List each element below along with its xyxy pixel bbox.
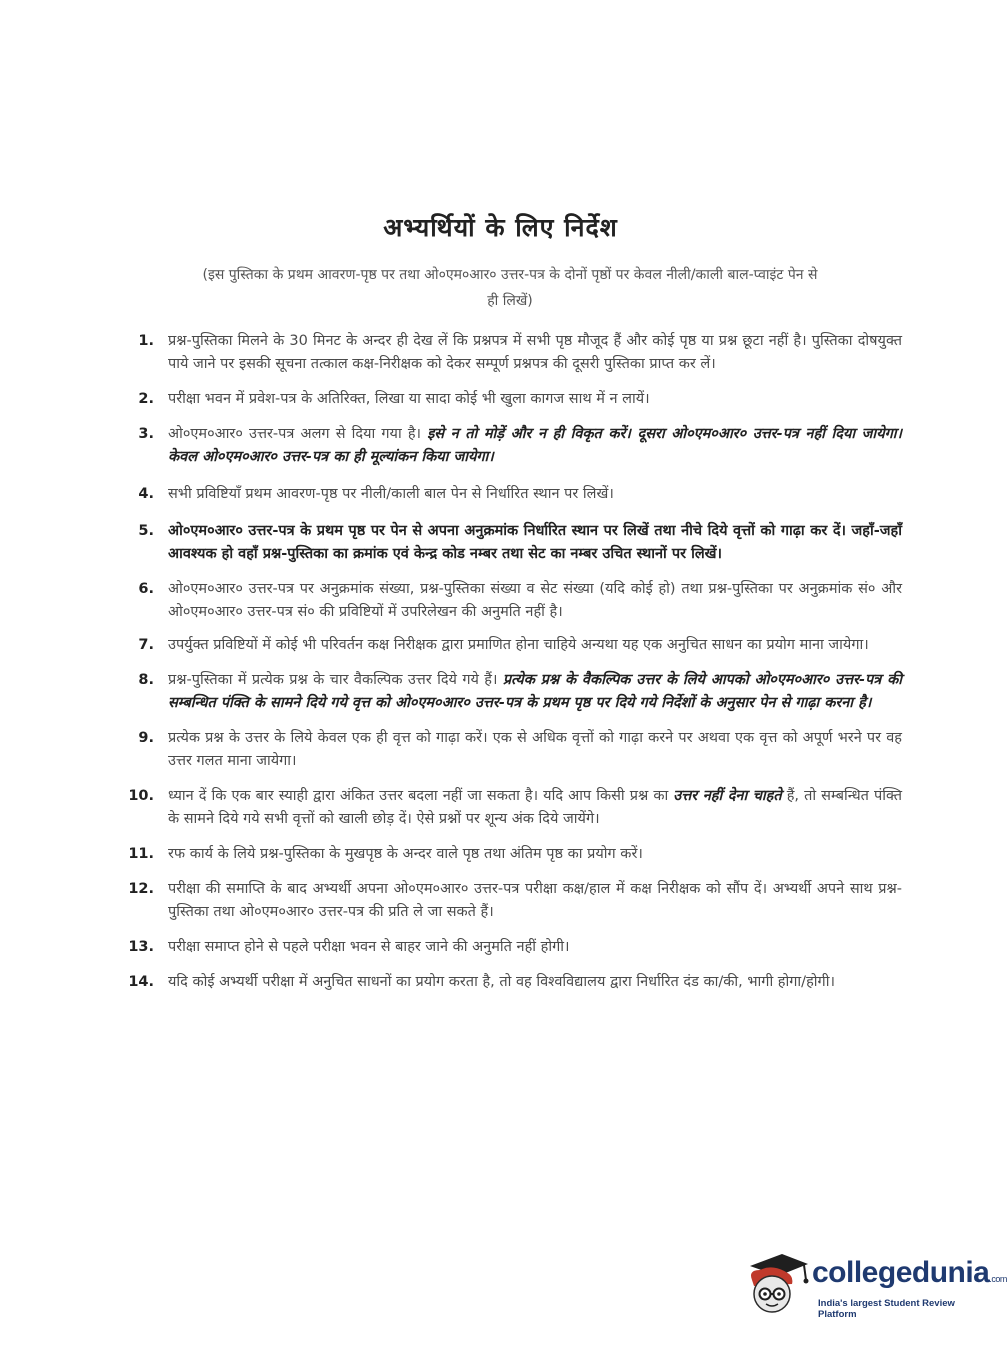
instruction-number: 13. bbox=[128, 939, 154, 955]
instruction-text: सभी प्रविष्टियाँ प्रथम आवरण-पृष्ठ पर नीली/काली बाल पेन से निर्धारित स्थान पर लिखें। bbox=[168, 486, 614, 502]
instruction-plain: ओ०एम०आर० उत्तर-पत्र अलग से दिया गया है। bbox=[168, 426, 422, 442]
instruction-text: ओ०एम०आर० उत्तर-पत्र के प्रथम पृष्ठ पर पेन से अपना अनुक्रमांक निर्धारित स्थान पर लिखें तथा नीचे दिये वृत्तों को गाढ़ा कर दें। जहाँ-जहाँ आवश्यक हो वहाँ प्रश्न-पुस्तिका का क्रमांक एवं केन्द्र कोड नम्बर तथा सेट का नम्बर उचित स्थानों पर लिखें। bbox=[168, 523, 902, 562]
logo-wordmark: collegedunia.com bbox=[812, 1256, 1007, 1289]
instruction-emphasis: उत्तर नहीं देना चाहते bbox=[673, 788, 782, 804]
instruction-text bbox=[168, 423, 902, 469]
instruction-number: 3. bbox=[138, 426, 154, 442]
instruction-emphasis: इसे न तो मोड़ें और न ही विकृत करें। दूसरा ओ०एम०आर० उत्तर-पत्र नहीं दिया जायेगा। केवल ओ०एम०आर० उत्तर-पत्र का ही मूल्यांकन किया जायेगा। bbox=[168, 426, 903, 465]
instruction-number: 6. bbox=[138, 581, 154, 597]
instruction-emphasis: प्रत्येक प्रश्न के वैकल्पिक उत्तर के लिये आपको ओ०एम०आर० उत्तर-पत्र की सम्बन्धित पंक्ति के सामने दिये गये वृत्त को ओ०एम०आर० उत्तर-पत्र के प्रथम पृष्ठ पर दिये गये निर्देशों के अनुसार पेन से गाढ़ा करना है। bbox=[168, 672, 902, 711]
instruction-item bbox=[120, 843, 902, 866]
instruction-number: 7. bbox=[138, 637, 154, 653]
instruction-text: यदि कोई अभ्यर्थी परीक्षा में अनुचित साधनों का प्रयोग करता है, तो वह विश्वविद्यालय द्वारा निर्धारित दंड का/की, भागी होगा/होगी। bbox=[168, 974, 835, 990]
instruction-text: परीक्षा की समाप्ति के बाद अभ्यर्थी अपना ओ०एम०आर० उत्तर-पत्र परीक्षा कक्ष/हाल में कक्ष निरीक्षक को सौंप दें। अभ्यर्थी अपने साथ प्रश्न-पुस्तिका तथा ओ०एम०आर० उत्तर-पत्र की प्रति ले जा सकते हैं। bbox=[168, 881, 902, 920]
instruction-number: 14. bbox=[128, 974, 154, 990]
instruction-text: रफ कार्य के लिये प्रश्न-पुस्तिका के मुखपृष्ठ के अन्दर वाले पृष्ठ तथा अंतिम पृष्ठ का प्रयोग करें। bbox=[168, 846, 643, 862]
instruction-item bbox=[120, 878, 902, 924]
page-subtitle: (इस पुस्तिका के प्रथम आवरण-पृष्ठ पर तथा ओ०एम०आर० उत्तर-पत्र के दोनों पृष्ठों पर केवल नीली/काली बाल-प्वाइंट पेन से ही लिखें) bbox=[202, 267, 818, 309]
instruction-item bbox=[120, 483, 902, 506]
instruction-item bbox=[120, 330, 902, 376]
instruction-number: 10. bbox=[128, 788, 154, 804]
instruction-item bbox=[120, 634, 902, 657]
instruction-number: 1. bbox=[138, 333, 154, 349]
instruction-number: 5. bbox=[138, 523, 154, 539]
instruction-text: प्रत्येक प्रश्न के उत्तर के लिये केवल एक ही वृत्त को गाढ़ा करें। एक से अधिक वृत्तों को गाढ़ा करने पर अथवा एक वृत्त को अपूर्ण भरने पर वह उत्तर गलत माना जायेगा। bbox=[168, 730, 902, 769]
instruction-plain-continued: हैं, तो सम्बन्धित पंक्ति के सामने दिये गये सभी वृत्तों को खाली छोड़ दें। ऐसे प्रश्नों पर शून्य अंक दिये जायेंगे। bbox=[168, 788, 903, 827]
instruction-item bbox=[120, 388, 902, 411]
instruction-number: 2. bbox=[138, 391, 154, 407]
instruction-item bbox=[120, 578, 902, 624]
instruction-item bbox=[120, 669, 902, 715]
instruction-text bbox=[168, 669, 902, 715]
logo-suffix: .com bbox=[989, 1274, 1007, 1284]
logo-tagline: India's largest Student Review Platform bbox=[818, 1298, 955, 1320]
instruction-number: 11. bbox=[128, 846, 154, 862]
page-title: अभ्यर्थियों के लिए निर्देश bbox=[383, 213, 618, 242]
graduate-mascot-icon bbox=[742, 1250, 812, 1320]
instruction-item bbox=[120, 936, 902, 959]
instruction-number: 9. bbox=[138, 730, 154, 746]
instruction-number: 4. bbox=[138, 486, 154, 502]
instruction-item bbox=[120, 423, 902, 469]
instruction-text: उपर्युक्त प्रविष्टियों में कोई भी परिवर्तन कक्ष निरीक्षक द्वारा प्रमाणित होना चाहिये अन्यथा यह एक अनुचित साधन का प्रयोग माना जायेगा। bbox=[168, 637, 869, 653]
instruction-list bbox=[120, 330, 902, 994]
instruction-text: परीक्षा समाप्त होने से पहले परीक्षा भवन से बाहर जाने की अनुमति नहीं होगी। bbox=[168, 939, 570, 955]
instruction-text: परीक्षा भवन में प्रवेश-पत्र के अतिरिक्त, लिखा या सादा कोई भी खुला कागज साथ में न लायें। bbox=[168, 391, 650, 407]
instruction-plain: ध्यान दें कि एक बार स्याही द्वारा अंकित उत्तर बदला नहीं जा सकता है। यदि आप किसी प्रश्न का bbox=[168, 788, 669, 804]
instruction-plain: प्रश्न-पुस्तिका में प्रत्येक प्रश्न के चार वैकल्पिक उत्तर दिये गये हैं। bbox=[168, 672, 498, 688]
instruction-item bbox=[120, 727, 902, 773]
instruction-item bbox=[120, 785, 902, 831]
collegedunia-logo[interactable] bbox=[742, 1248, 1007, 1324]
instruction-item bbox=[120, 520, 902, 566]
instruction-item bbox=[120, 971, 902, 994]
instruction-text: प्रश्न-पुस्तिका मिलने के 30 मिनट के अन्दर ही देख लें कि प्रश्नपत्र में सभी पृष्ठ मौजूद हैं और कोई पृष्ठ या प्रश्न छूटा नहीं है। पुस्तिका दोषयुक्त पाये जाने पर इसकी सूचना तत्काल कक्ष-निरीक्षक को देकर सम्पूर्ण प्रश्नपत्र की दूसरी पुस्तिका प्राप्त कर लें। bbox=[168, 333, 902, 372]
instruction-text bbox=[168, 785, 902, 831]
instruction-number: 12. bbox=[128, 881, 154, 897]
instruction-text: ओ०एम०आर० उत्तर-पत्र पर अनुक्रमांक संख्या, प्रश्न-पुस्तिका संख्या व सेट संख्या (यदि कोई हो) तथा प्रश्न-पुस्तिका पर अनुक्रमांक सं० और ओ०एम०आर० उत्तर-पत्र सं० की प्रविष्टियों में उपरिलेखन की अनुमति नहीं है। bbox=[168, 581, 902, 620]
instruction-number: 8. bbox=[138, 672, 154, 688]
